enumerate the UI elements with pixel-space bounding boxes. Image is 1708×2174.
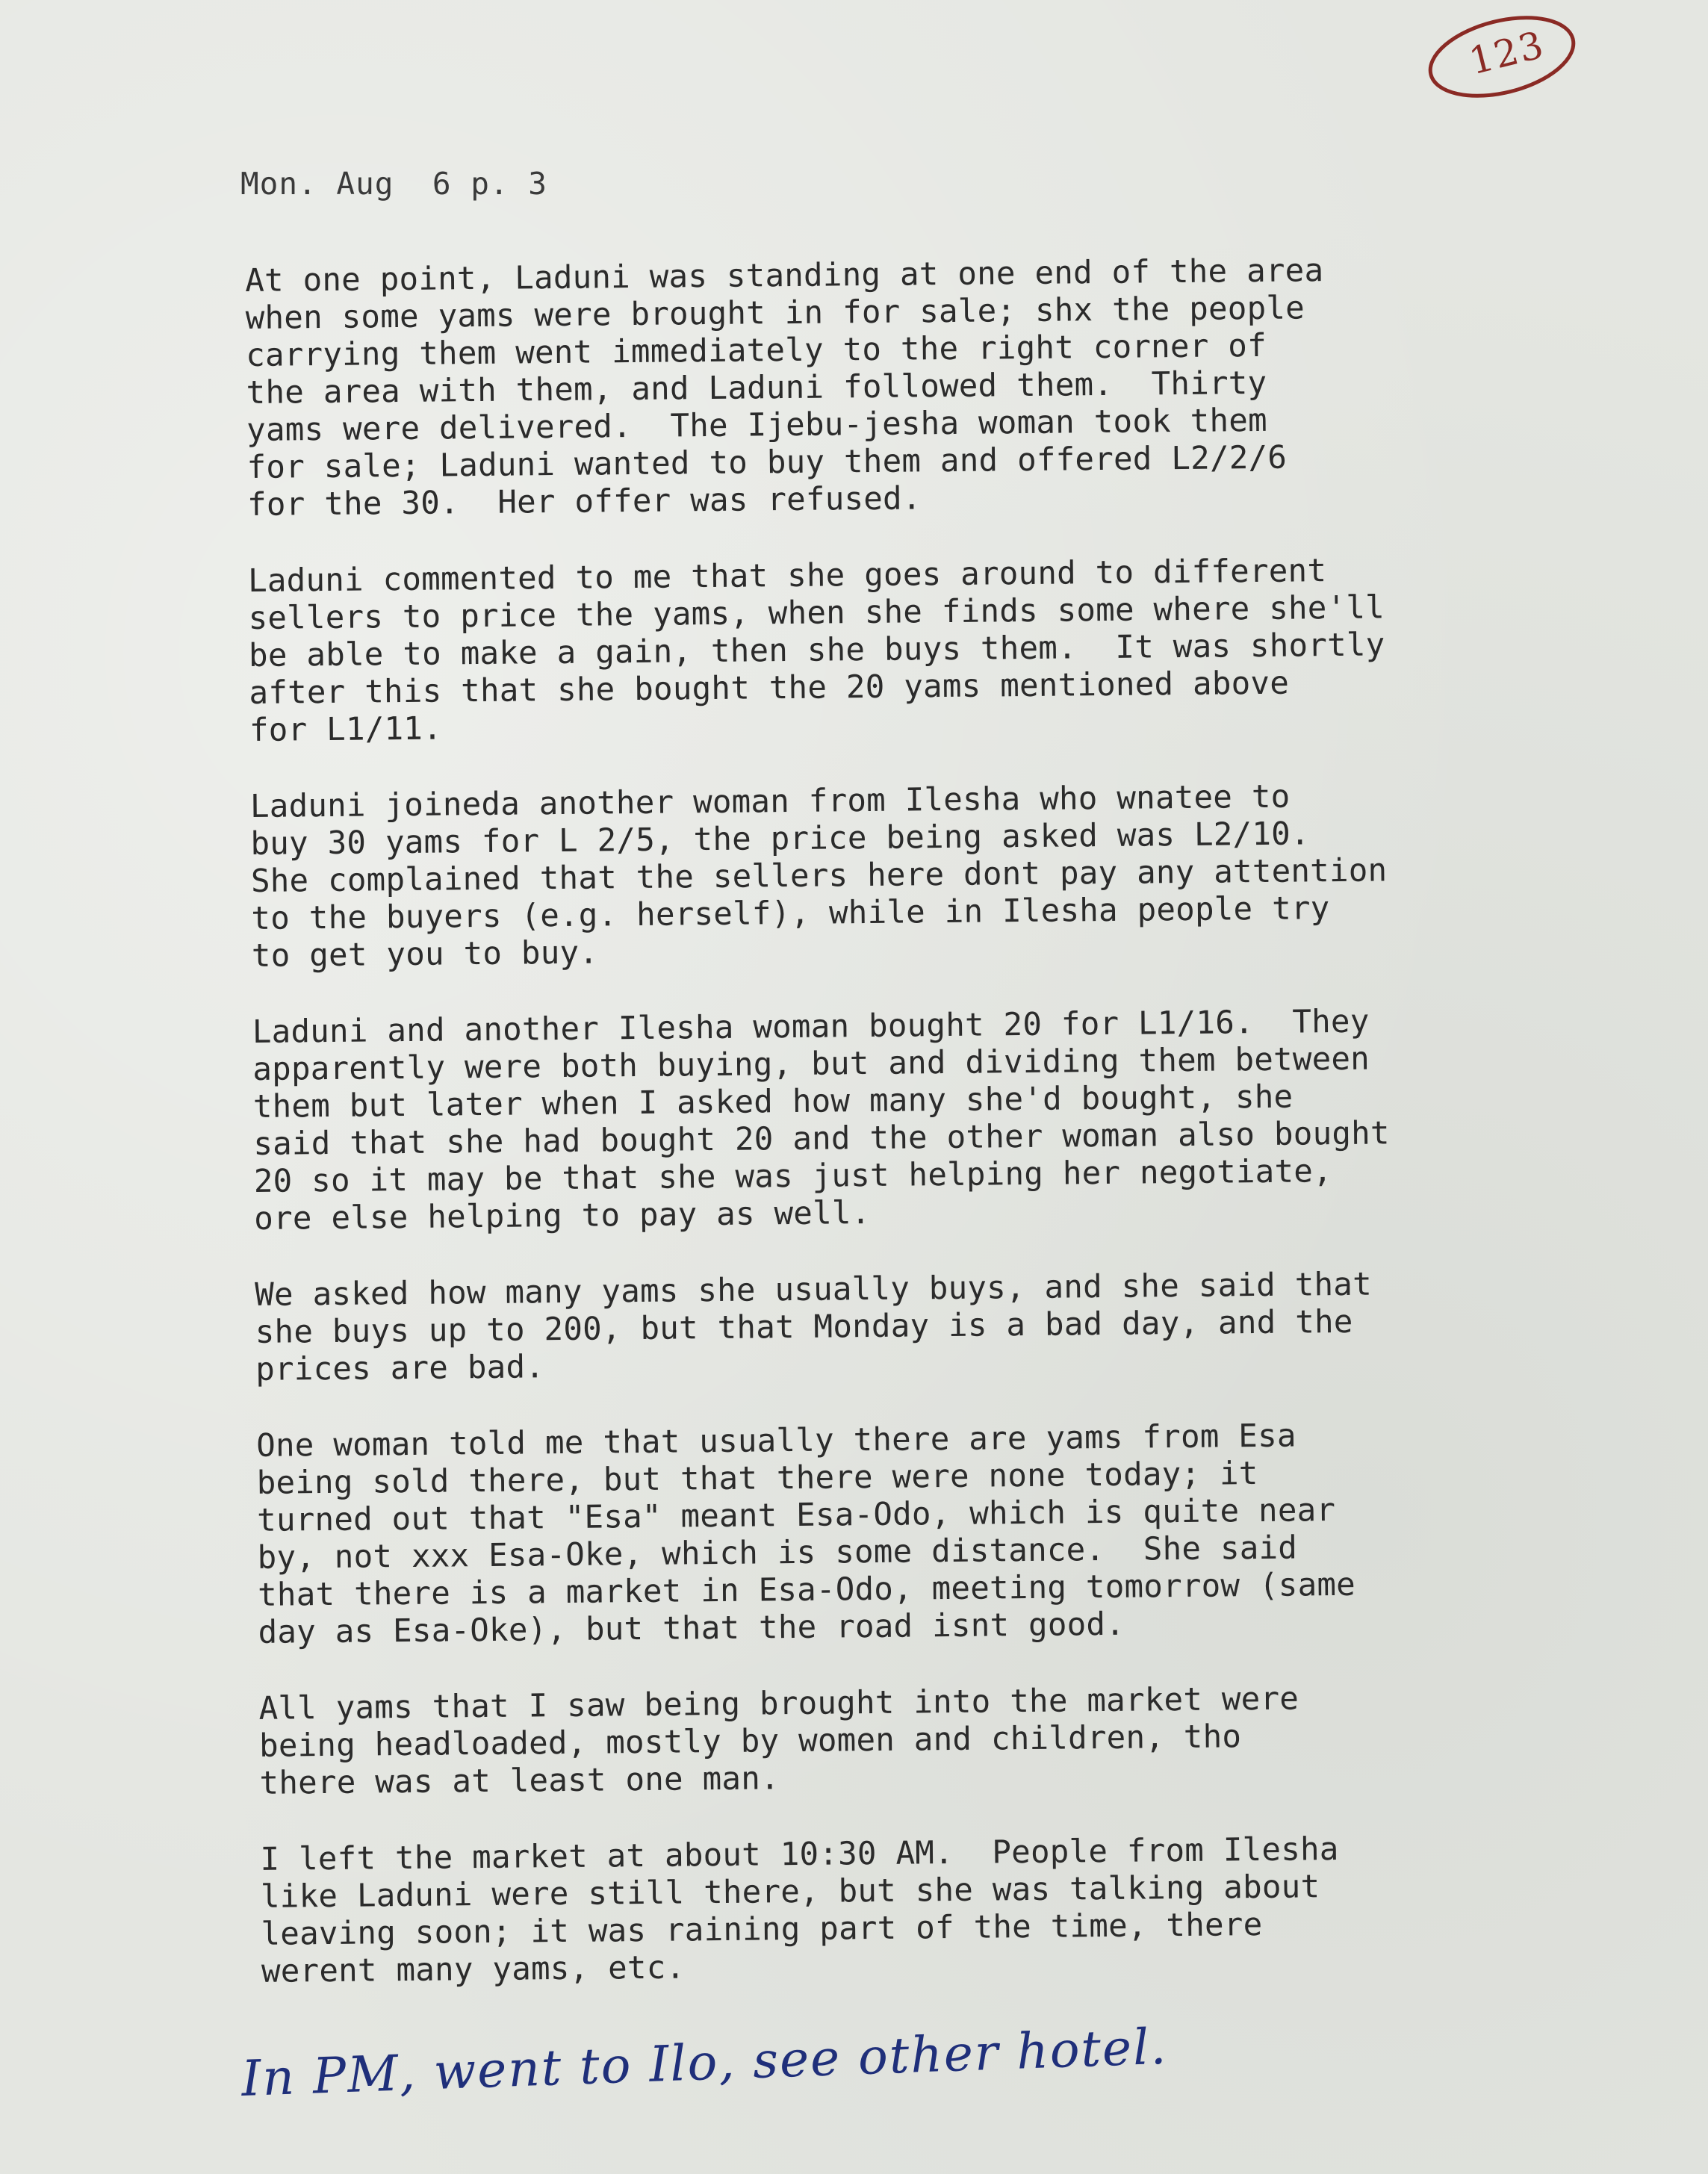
paragraph bbox=[248, 550, 1594, 750]
page-header: Mon. Aug 6 p. 3 bbox=[240, 166, 547, 202]
text-line: Laduni commented to me that she goes around to different bbox=[247, 553, 1327, 600]
text-line: sellers to price the yams, when she finds some where she'll bbox=[248, 589, 1385, 637]
text-line: the area with them, and Laduni followed them. Thirty bbox=[246, 364, 1267, 411]
text-line: yams were delivered. The Ijebu-jesha woman took them bbox=[246, 402, 1268, 449]
text-line: apparently were both buying, but and dividing them between bbox=[252, 1040, 1370, 1088]
page-number-annotation bbox=[1423, 13, 1580, 102]
text-line: At one point, Laduni was standing at one end of the area bbox=[245, 252, 1324, 299]
text-line: them but later when I asked how many she'd bought, she bbox=[252, 1078, 1294, 1125]
text-line: werent many yams, etc. bbox=[261, 1949, 686, 1990]
text-line: ore else helping to pay as well. bbox=[254, 1195, 871, 1237]
text-line: Laduni joineda another woman from Ilesha who wnatee to bbox=[249, 778, 1291, 825]
text-line: for the 30. Her offer was refused. bbox=[246, 480, 922, 524]
text-line: by, not xxx Esa-Oke, which is some distance. She said bbox=[257, 1529, 1298, 1577]
text-line: for L1/11. bbox=[249, 710, 443, 749]
paragraph bbox=[260, 1829, 1606, 1991]
text-line: when some yams were brought in for sale; shx the people bbox=[245, 290, 1305, 337]
text-line: to the buyers (e.g. herself), while in Ilesha people try bbox=[251, 890, 1330, 937]
paragraph bbox=[250, 776, 1596, 975]
text-line: prices are bad. bbox=[255, 1349, 545, 1388]
text-line: she buys up to 200, but that Monday is a bad day, and the bbox=[255, 1303, 1353, 1351]
text-line: there was at least one man. bbox=[259, 1760, 780, 1802]
paragraph bbox=[252, 1001, 1599, 1238]
text-line: We asked how many yams she usually buys, and she said that bbox=[255, 1266, 1373, 1314]
handwritten-note: In PM, went to Ilo, see other hotel. bbox=[240, 2017, 1169, 2108]
text-line: to get you to buy. bbox=[251, 934, 599, 975]
text-line: One woman told me that usually there are yams from Esa bbox=[255, 1417, 1296, 1465]
text-line: carrying them went immediately to the right corner of bbox=[245, 327, 1267, 374]
text-line: leaving soon; it was raining part of the time, there bbox=[261, 1907, 1263, 1953]
text-line: Laduni and another Ilesha woman bought 20 for L1/16. They bbox=[252, 1003, 1370, 1051]
paragraph bbox=[256, 1415, 1603, 1652]
paragraph bbox=[258, 1678, 1603, 1803]
text-line: for sale; Laduni wanted to buy them and offered L2/2/6 bbox=[246, 439, 1288, 486]
paragraph bbox=[255, 1264, 1600, 1389]
text-line: after this that she bought the 20 yams mentioned above bbox=[249, 665, 1290, 712]
text-line: that there is a market in Esa-Odo, meeting tomorrow (same bbox=[257, 1566, 1356, 1614]
text-line: being sold there, but that there were none today; it bbox=[256, 1456, 1258, 1502]
typed-body bbox=[245, 250, 1606, 2030]
page-number: 123 bbox=[1465, 22, 1549, 84]
text-line: like Laduni were still there, but she was talking about bbox=[260, 1869, 1320, 1916]
text-line: buy 30 yams for L 2/5, the price being asked was L2/10. bbox=[250, 816, 1310, 863]
text-line: being headloaded, mostly by women and children, tho bbox=[258, 1718, 1242, 1765]
text-line: turned out that "Esa" meant Esa-Odo, which is quite near bbox=[256, 1492, 1336, 1539]
text-line: day as Esa-Oke), but that the road isnt good. bbox=[258, 1606, 1125, 1651]
paragraph bbox=[245, 250, 1591, 524]
text-line: 20 so it may be that she was just helping her negotiate, bbox=[253, 1153, 1333, 1200]
text-line: All yams that I saw being brought into the market were bbox=[258, 1680, 1299, 1727]
text-line: She complained that the sellers here dont pay any attention bbox=[250, 852, 1388, 900]
text-line: I left the market at about 10:30 AM. People from Ilesha bbox=[260, 1831, 1339, 1878]
text-line: be able to make a gain, then she buys them. It was shortly bbox=[248, 627, 1385, 674]
text-line: said that she had bought 20 and the other woman also bought bbox=[253, 1115, 1390, 1163]
